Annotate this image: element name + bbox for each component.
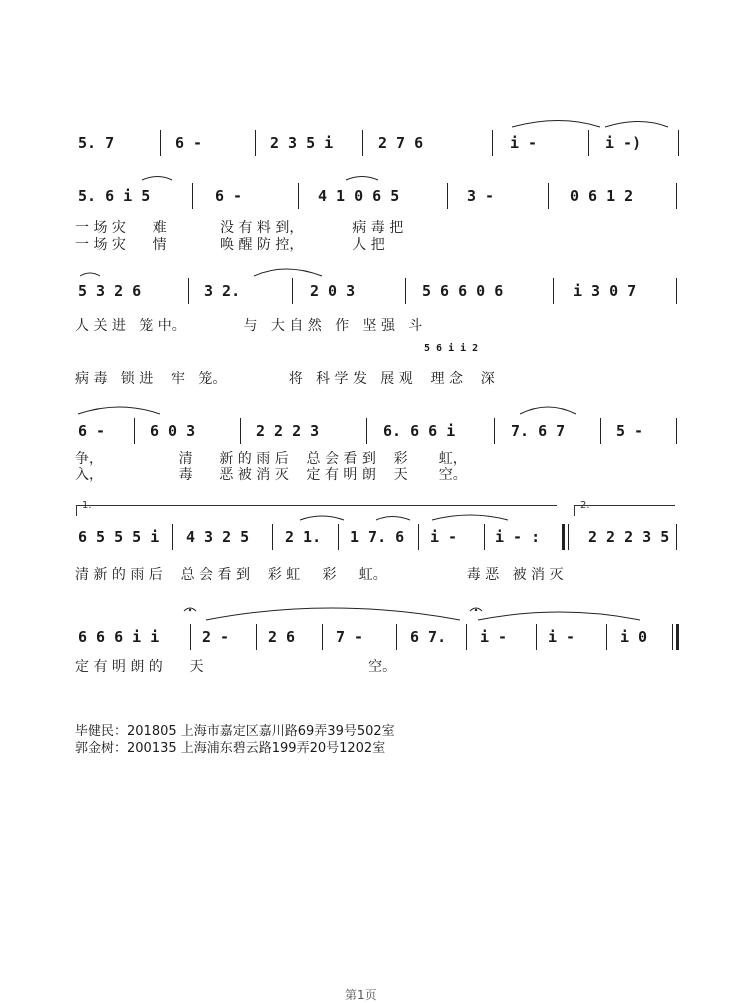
- staff-row-6: [0, 624, 750, 652]
- barline: [494, 418, 495, 444]
- barline: [672, 624, 673, 650]
- ornament-notes: [0, 343, 750, 361]
- lyric-line: 清 新 的 雨 后 总 会 看 到 彩 虹 彩 虹。 毒 恶 被 消 灭: [75, 567, 564, 583]
- barline: [548, 183, 549, 209]
- measure: 2 6: [268, 628, 296, 646]
- tie: [512, 121, 600, 128]
- lyric-line: 争， 清 新 的 雨 后 总 会 看 到 彩 虹，: [75, 451, 467, 467]
- staff-row-5: [0, 524, 750, 552]
- measure: 7. 6 7: [511, 422, 566, 440]
- measure: i -: [480, 628, 508, 646]
- barline: [366, 418, 367, 444]
- fermata-dot-icon: [189, 609, 191, 611]
- barline: [256, 624, 257, 650]
- measure: 2 1.: [285, 528, 322, 546]
- staff-row-3: [0, 278, 750, 306]
- measure: 2 3 5 i: [270, 134, 334, 152]
- measure: i -: [430, 528, 458, 546]
- phrase-slur: [206, 608, 460, 620]
- final-barline: [676, 624, 679, 650]
- phrase-slur: [478, 612, 640, 620]
- barline: [484, 524, 485, 550]
- barline: [272, 524, 273, 550]
- measure: 5 -: [616, 422, 644, 440]
- staff-row-2: [0, 183, 750, 211]
- measure: 6 5 5 5 i: [78, 528, 160, 546]
- measure: 6 -: [78, 422, 106, 440]
- slur: [346, 177, 378, 181]
- barline: [447, 183, 448, 209]
- measure: i 0: [620, 628, 648, 646]
- fermata-icon: [184, 608, 196, 611]
- barline: [678, 130, 679, 156]
- barline: [192, 183, 193, 209]
- measure: 5 6 6 0 6: [422, 282, 504, 300]
- slur: [142, 177, 172, 181]
- measure: 5. 7: [78, 134, 115, 152]
- staff-row-1: [0, 130, 750, 158]
- barline: [172, 524, 173, 550]
- barline: [553, 278, 554, 304]
- measure: i 3 0 7: [573, 282, 637, 300]
- measure: 4 1 0 6 5: [318, 187, 400, 205]
- barline: [606, 624, 607, 650]
- barline: [292, 278, 293, 304]
- barline: [405, 278, 406, 304]
- lyric-line: 定 有 明 朗 的 天 空。: [75, 659, 397, 675]
- tie: [300, 516, 344, 520]
- volta-bracket-1: [76, 505, 557, 516]
- lyric-line: 人 关 进 笼 中。 与 大 自 然 作 坚 强 斗: [75, 318, 423, 334]
- volta-label-2: 2.: [580, 500, 590, 511]
- barline: [676, 278, 677, 304]
- measure: 2 2 2 3 5: [588, 528, 670, 546]
- measure: 7 -: [336, 628, 364, 646]
- author-address-2: 郭金树：200135 上海浦东碧云路199弄20号1202室: [75, 741, 386, 756]
- lyric-line: 病 毒 锁 进 牢 笼。 将 科 学 发 展 观 理 念 深: [75, 371, 495, 387]
- lyric-line: 入， 毒 恶 被 消 灭 定 有 明 朗 天 空。: [75, 467, 467, 483]
- measure: 4 3 2 5: [186, 528, 250, 546]
- measure: 6 -: [175, 134, 203, 152]
- measure: 1 7. 6: [350, 528, 405, 546]
- barline: [536, 624, 537, 650]
- measure: 0 6 1 2: [570, 187, 634, 205]
- barline: [362, 130, 363, 156]
- repeat-barline: [562, 524, 565, 550]
- barline: [396, 624, 397, 650]
- barline: [492, 130, 493, 156]
- measure: 2 2 2 3: [256, 422, 320, 440]
- measure: 6 6 6 i i: [78, 628, 160, 646]
- measure: 3 -: [467, 187, 495, 205]
- measure: 3 2.: [204, 282, 241, 300]
- tie: [605, 122, 668, 128]
- measure: i -: [548, 628, 576, 646]
- barline: [134, 418, 135, 444]
- barline: [190, 624, 191, 650]
- barline: [466, 624, 467, 650]
- measure: i - :: [495, 528, 541, 546]
- barline: [240, 418, 241, 444]
- barline: [676, 183, 677, 209]
- barline: [588, 130, 589, 156]
- lyric-line: 一 场 灾 难 没 有 料 到， 病 毒 把: [75, 220, 404, 236]
- barline: [600, 418, 601, 444]
- tie: [254, 269, 322, 276]
- barline: [160, 130, 161, 156]
- barline: [676, 524, 677, 550]
- measure: 6. 6 6 i: [383, 422, 456, 440]
- slur: [520, 407, 576, 414]
- barline: [255, 130, 256, 156]
- barline: [298, 183, 299, 209]
- volta-label-1: 1.: [82, 500, 92, 511]
- barline: [322, 624, 323, 650]
- slur: [80, 273, 100, 276]
- fermata-dot-icon: [475, 609, 477, 611]
- measure: i -): [605, 134, 642, 152]
- measure: 6 7.: [410, 628, 447, 646]
- measure: 5. 6 i 5: [78, 187, 151, 205]
- measure: 2 7 6: [378, 134, 424, 152]
- barline: [188, 278, 189, 304]
- barline: [568, 524, 569, 550]
- tie: [78, 407, 160, 414]
- measure: 6 -: [215, 187, 243, 205]
- measure: i -: [510, 134, 538, 152]
- lyric-line: 一 场 灾 情 唤 醒 防 控， 人 把: [75, 237, 385, 253]
- barline: [338, 524, 339, 550]
- author-address-1: 毕健民：201805 上海市嘉定区嘉川路69弄39号502室: [75, 724, 395, 739]
- barline: [676, 418, 677, 444]
- measure: 2 -: [202, 628, 230, 646]
- measure: 5 3 2 6: [78, 282, 142, 300]
- measure: 2 0 3: [310, 282, 356, 300]
- ornament: 5 6 i i 2: [424, 343, 479, 354]
- staff-row-4: [0, 418, 750, 446]
- barline: [418, 524, 419, 550]
- measure: 6 0 3: [150, 422, 196, 440]
- page-number: 第1页: [345, 988, 377, 1002]
- slur: [376, 517, 410, 521]
- fermata-icon: [470, 608, 482, 611]
